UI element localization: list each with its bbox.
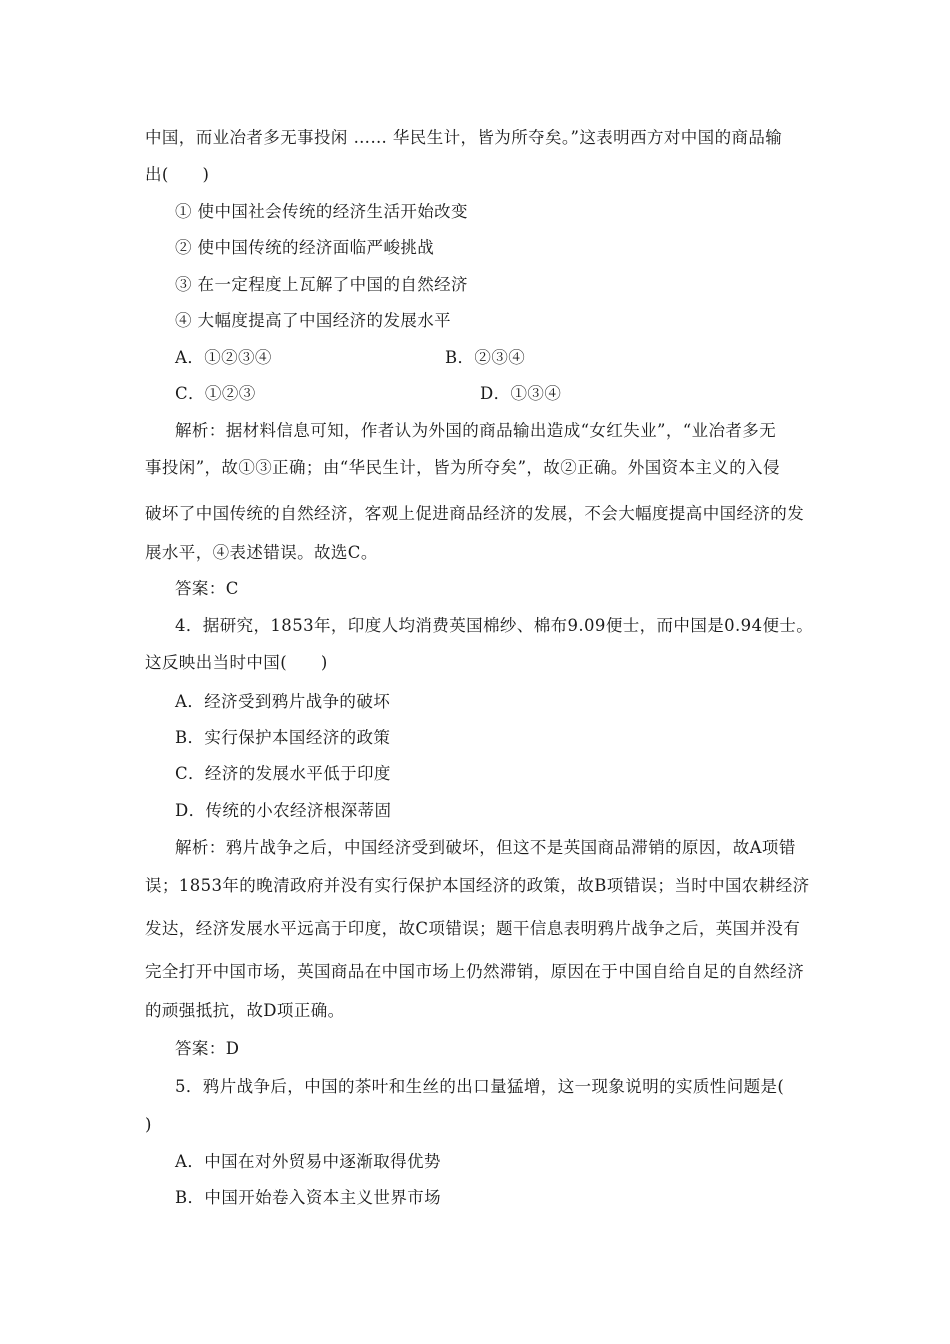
q4-answer: 答案：D bbox=[175, 1039, 240, 1058]
q4-stem-line-2: 这反映出当时中国( ) bbox=[145, 653, 328, 672]
q4-option-b: B．实行保护本国经济的政策 bbox=[175, 728, 391, 747]
q3-stem-line-2: 出( ) bbox=[145, 165, 210, 184]
q5-option-a: A．中国在对外贸易中逐渐取得优势 bbox=[175, 1152, 441, 1171]
q4-option-c: C．经济的发展水平低于印度 bbox=[175, 764, 391, 783]
q5-stem-line-1: 5．鸦片战争后，中国的茶叶和生丝的出口量猛增，这一现象说明的实质性问题是( bbox=[175, 1077, 785, 1096]
q3-analysis-line-1: 解析：据材料信息可知，作者认为外国的商品输出造成“女红失业”，“业冶者多无 bbox=[175, 421, 777, 440]
q3-item-1: ① 使中国社会传统的经济生活开始改变 bbox=[175, 202, 468, 221]
q3-option-a: A．①②③④ bbox=[175, 348, 272, 367]
q3-option-c: C．①②③ bbox=[175, 384, 256, 403]
q3-item-2: ② 使中国传统的经济面临严峻挑战 bbox=[175, 238, 435, 257]
q4-analysis-line-3: 发达，经济发展水平远高于印度，故C项错误；题干信息表明鸦片战争之后，英国并没有 bbox=[145, 919, 801, 938]
q3-option-d: D．①③④ bbox=[480, 384, 562, 403]
q5-option-b: B．中国开始卷入资本主义世界市场 bbox=[175, 1188, 442, 1207]
q4-analysis-line-1: 解析：鸦片战争之后，中国经济受到破坏，但这不是英国商品滞销的原因，故A项错 bbox=[175, 838, 796, 857]
q3-analysis-line-4: 展水平，④表述错误。故选C。 bbox=[145, 543, 378, 562]
q3-stem-line-1: 中国，而业冶者多无事投闲 …… 华民生计，皆为所夺矣。”这表明西方对中国的商品输 bbox=[145, 128, 783, 147]
q3-option-b: B．②③④ bbox=[445, 348, 526, 367]
q4-analysis-line-5: 的顽强抵抗，故D项正确。 bbox=[145, 1001, 345, 1020]
q4-analysis-line-4: 完全打开中国市场，英国商品在中国市场上仍然滞销，原因在于中国自给自足的自然经济 bbox=[145, 962, 805, 981]
q4-option-a: A．经济受到鸦片战争的破坏 bbox=[175, 692, 391, 711]
q3-analysis-line-3: 破坏了中国传统的自然经济，客观上促进商品经济的发展，不会大幅度提高中国经济的发 bbox=[145, 504, 805, 523]
q4-analysis-line-2: 误；1853年的晚清政府并没有实行保护本国经济的政策，故B项错误；当时中国农耕经济 bbox=[145, 876, 810, 895]
q3-item-3: ③ 在一定程度上瓦解了中国的自然经济 bbox=[175, 275, 468, 294]
q4-stem-line-1: 4．据研究，1853年，印度人均消费英国棉纱、棉布9.09便士，而中国是0.94便士。 bbox=[175, 616, 814, 635]
q3-answer: 答案：C bbox=[175, 579, 239, 598]
q5-stem-line-2: ) bbox=[145, 1115, 152, 1134]
q3-item-4: ④ 大幅度提高了中国经济的发展水平 bbox=[175, 311, 452, 330]
q4-option-d: D．传统的小农经济根深蒂固 bbox=[175, 801, 392, 820]
q3-analysis-line-2: 事投闲”，故①③正确；由“华民生计，皆为所夺矣”，故②正确。外国资本主义的入侵 bbox=[145, 458, 780, 477]
